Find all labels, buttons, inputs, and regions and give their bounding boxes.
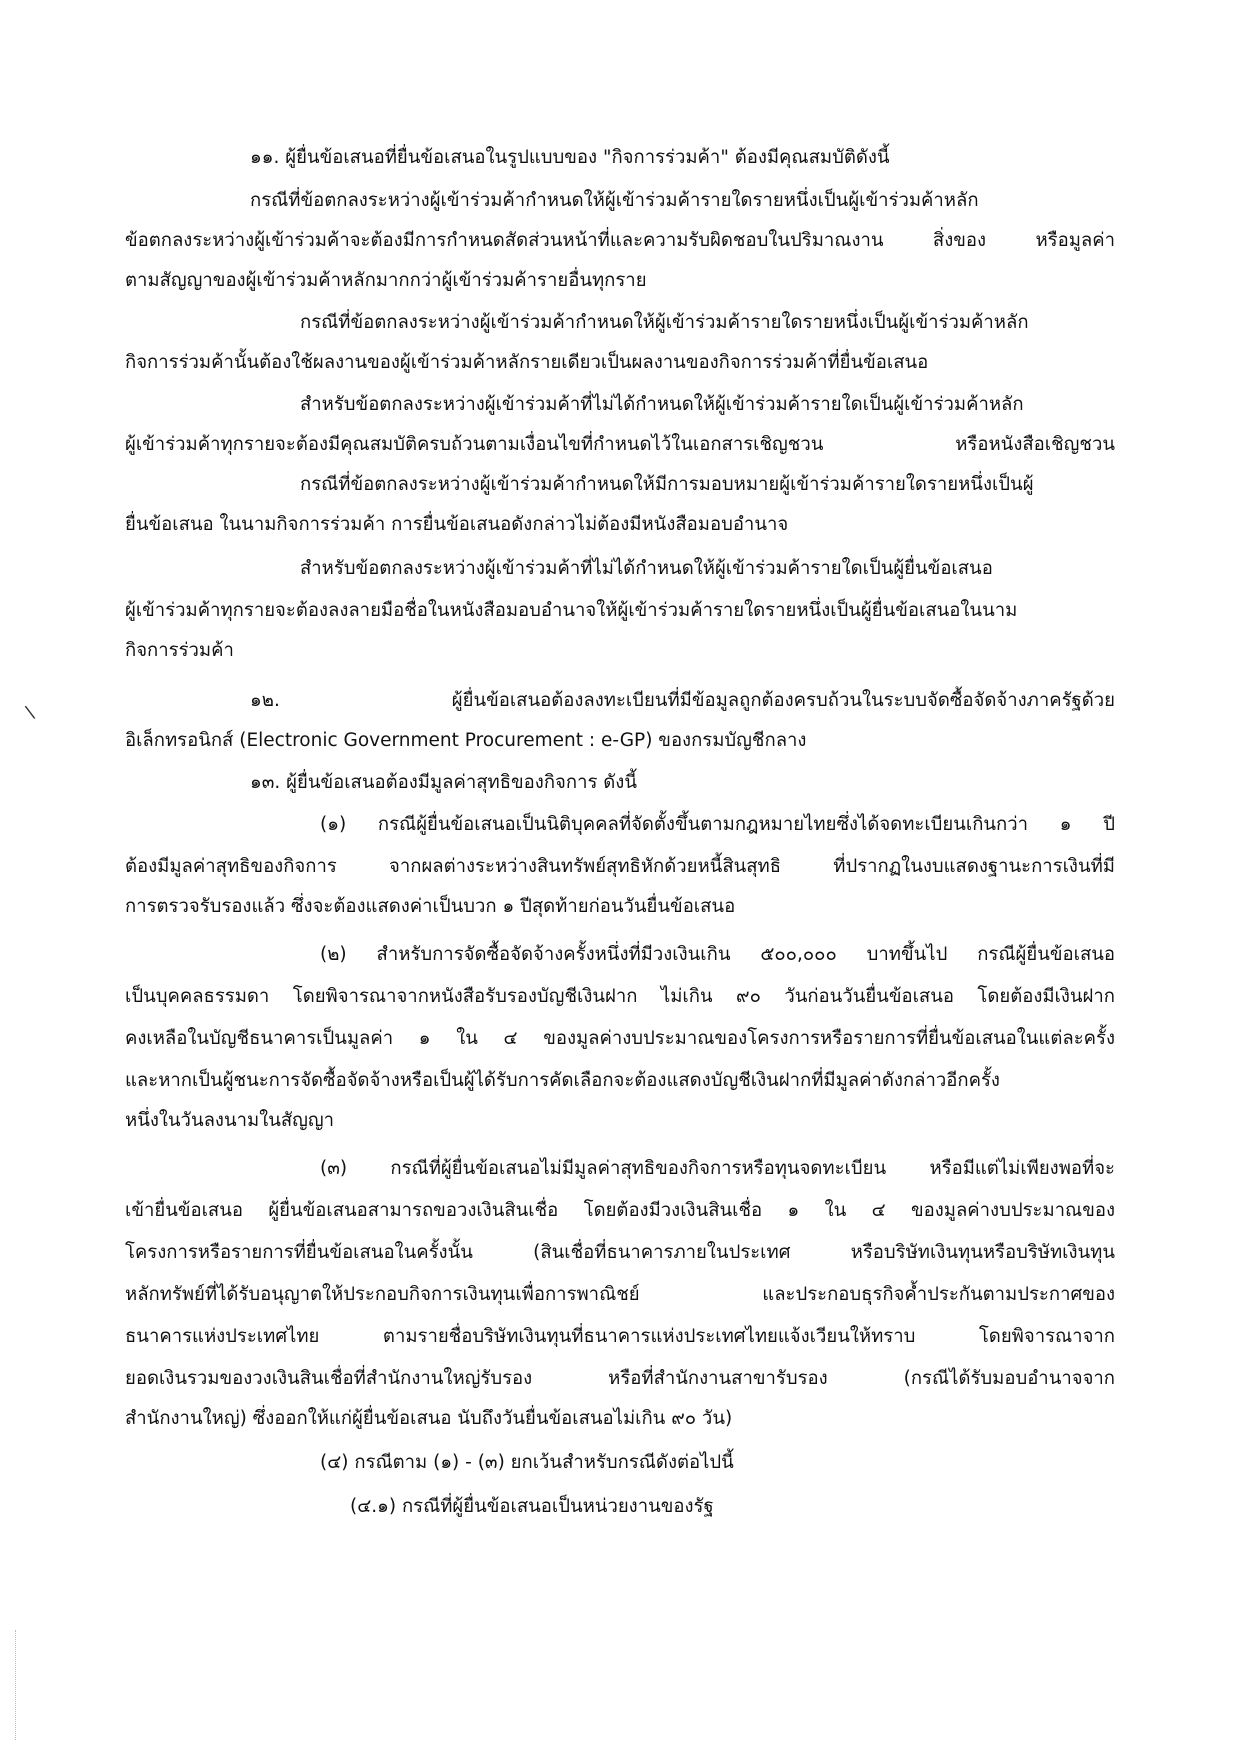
paragraph-line: การตรวจรับรองแล้ว ซึ่งจะต้องแสดงค่าเป็นบวก ๑ ปีสุดท้ายก่อนวันยื่นข้อเสนอ: [125, 896, 736, 917]
paragraph-line: ผู้เข้าร่วมค้าทุกรายจะต้องมีคุณสมบัติครบถ้วนตามเงื่อนไขที่กำหนดไว้ในเอกสารเชิญชวน หรือหนังสือเชิญชวน: [125, 434, 1115, 455]
paragraph-line: หนึ่งในวันลงนามในสัญญา: [125, 1110, 335, 1131]
paragraph-line: กิจการร่วมค้านั้นต้องใช้ผลงานของผู้เข้าร่วมค้าหลักรายเดียวเป็นผลงานของกิจการร่วมค้าที่ยื่นข้อเสนอ: [125, 352, 929, 373]
sub-item-4-1: (๔.๑) กรณีที่ผู้ยื่นข้อเสนอเป็นหน่วยงานของรัฐ: [350, 1496, 714, 1517]
paragraph-line: ข้อตกลงระหว่างผู้เข้าร่วมค้าจะต้องมีการกำหนดสัดส่วนหน้าที่และความรับผิดชอบในปริมาณงาน สิ่งของ หรือมูลค่า: [125, 230, 1115, 251]
paragraph-line: ตามสัญญาของผู้เข้าร่วมค้าหลักมากกว่าผู้เข้าร่วมค้ารายอื่นทุกราย: [125, 270, 647, 291]
paragraph-line: เข้ายื่นข้อเสนอ ผู้ยื่นข้อเสนอสามารถขอวงเงินสินเชื่อ โดยต้องมีวงเงินสินเชื่อ ๑ ใน ๔ ของมูลค่างบประมาณของ: [125, 1200, 1115, 1221]
paragraph-line: สำหรับข้อตกลงระหว่างผู้เข้าร่วมค้าที่ไม่ได้กำหนดให้ผู้เข้าร่วมค้ารายใดเป็นผู้เข้าร่วมค้าหลัก: [300, 394, 1024, 415]
paragraph-line: ยื่นข้อเสนอ ในนามกิจการร่วมค้า การยื่นข้อเสนอดังกล่าวไม่ต้องมีหนังสือมอบอำนาจ: [125, 514, 789, 535]
paragraph-line: ธนาคารแห่งประเทศไทย ตามรายชื่อบริษัทเงินทุนที่ธนาคารแห่งประเทศไทยแจ้งเวียนให้ทราบ โดยพิจารณาจาก: [125, 1326, 1115, 1347]
clause-11-heading: ๑๑. ผู้ยื่นข้อเสนอที่ยื่นข้อเสนอในรูปแบบของ "กิจการร่วมค้า" ต้องมีคุณสมบัติดังนี้: [250, 147, 890, 168]
paragraph-line: กรณีที่ข้อตกลงระหว่างผู้เข้าร่วมค้ากำหนดให้ผู้เข้าร่วมค้ารายใดรายหนึ่งเป็นผู้เข้าร่วมค้าหลัก: [250, 190, 979, 211]
margin-mark: \: [23, 701, 37, 724]
clause-12-heading: ๑๒. ผู้ยื่นข้อเสนอต้องลงทะเบียนที่มีข้อมูลถูกต้องครบถ้วนในระบบจัดซื้อจัดจ้างภาครัฐด้วย: [250, 690, 1115, 711]
paragraph-line: หลักทรัพย์ที่ได้รับอนุญาตให้ประกอบกิจการเงินทุนเพื่อการพาณิชย์ และประกอบธุรกิจค้ำประกันตามประกาศของ: [125, 1284, 1115, 1305]
sub-item-1: (๑) กรณีผู้ยื่นข้อเสนอเป็นนิติบุคคลที่จัดตั้งขึ้นตามกฎหมายไทยซึ่งได้จดทะเบียนเกินกว่า ๑ ปี: [320, 814, 1115, 835]
paragraph-line: และหากเป็นผู้ชนะการจัดซื้อจัดจ้างหรือเป็นผู้ได้รับการคัดเลือกจะต้องแสดงบัญชีเงินฝากที่มีมูลค่าดังกล่าวอีกครั้ง: [125, 1070, 1000, 1091]
paragraph-line: คงเหลือในบัญชีธนาคารเป็นมูลค่า ๑ ใน ๔ ของมูลค่างบประมาณของโครงการหรือรายการที่ยื่นข้อเสนอในแต่ละครั้ง: [125, 1028, 1115, 1049]
paragraph-line: กรณีที่ข้อตกลงระหว่างผู้เข้าร่วมค้ากำหนดให้มีการมอบหมายผู้เข้าร่วมค้ารายใดรายหนึ่งเป็นผู้: [300, 474, 1034, 495]
paragraph-line: ต้องมีมูลค่าสุทธิของกิจการ จากผลต่างระหว่างสินทรัพย์สุทธิหักด้วยหนี้สินสุทธิ ที่ปรากฏในงบแสดงฐานะการเงินที่มี: [125, 856, 1115, 877]
paragraph-line: กรณีที่ข้อตกลงระหว่างผู้เข้าร่วมค้ากำหนดให้ผู้เข้าร่วมค้ารายใดรายหนึ่งเป็นผู้เข้าร่วมค้าหลัก: [300, 312, 1029, 333]
sub-item-2: (๒) สำหรับการจัดซื้อจัดจ้างครั้งหนึ่งที่มีวงเงินเกิน ๕๐๐,๐๐๐ บาทขึ้นไป กรณีผู้ยื่นข้อเสนอ: [320, 944, 1115, 965]
sub-item-3: (๓) กรณีที่ผู้ยื่นข้อเสนอไม่มีมูลค่าสุทธิของกิจการหรือทุนจดทะเบียน หรือมีแต่ไม่เพียงพอที่จะ: [320, 1158, 1115, 1179]
sub-item-4: (๔) กรณีตาม (๑) - (๓) ยกเว้นสำหรับกรณีดังต่อไปนี้: [320, 1452, 734, 1473]
paragraph-line: ผู้เข้าร่วมค้าทุกรายจะต้องลงลายมือชื่อในหนังสือมอบอำนาจให้ผู้เข้าร่วมค้ารายใดรายหนึ่งเป็นผู้ยื่นข้อเสนอในนาม: [125, 600, 1018, 621]
paragraph-line: สำหรับข้อตกลงระหว่างผู้เข้าร่วมค้าที่ไม่ได้กำหนดให้ผู้เข้าร่วมค้ารายใดเป็นผู้ยื่นข้อเสนอ: [300, 558, 993, 579]
paragraph-line: สำนักงานใหญ่) ซึ่งออกให้แก่ผู้ยื่นข้อเสนอ นับถึงวันยื่นข้อเสนอไม่เกิน ๙๐ วัน): [125, 1408, 733, 1429]
paragraph-line: กิจการร่วมค้า: [125, 640, 234, 661]
scan-edge-mark: [15, 1630, 17, 1740]
paragraph-line: โครงการหรือรายการที่ยื่นข้อเสนอในครั้งนั้น (สินเชื่อที่ธนาคารภายในประเทศ หรือบริษัทเงินทุนหรือบริษัทเงินทุน: [125, 1242, 1115, 1263]
paragraph-line: ยอดเงินรวมของวงเงินสินเชื่อที่สำนักงานใหญ่รับรอง หรือที่สำนักงานสาขารับรอง (กรณีได้รับมอบอำนาจจาก: [125, 1368, 1115, 1389]
clause-13-heading: ๑๓. ผู้ยื่นข้อเสนอต้องมีมูลค่าสุทธิของกิจการ ดังนี้: [250, 772, 637, 793]
paragraph-line: เป็นบุคคลธรรมดา โดยพิจารณาจากหนังสือรับรองบัญชีเงินฝาก ไม่เกิน ๙๐ วันก่อนวันยื่นข้อเสนอ โดยต้องมีเงินฝาก: [125, 986, 1115, 1007]
paragraph-line: อิเล็กทรอนิกส์ (Electronic Government Procurement : e-GP) ของกรมบัญชีกลาง: [125, 730, 807, 751]
